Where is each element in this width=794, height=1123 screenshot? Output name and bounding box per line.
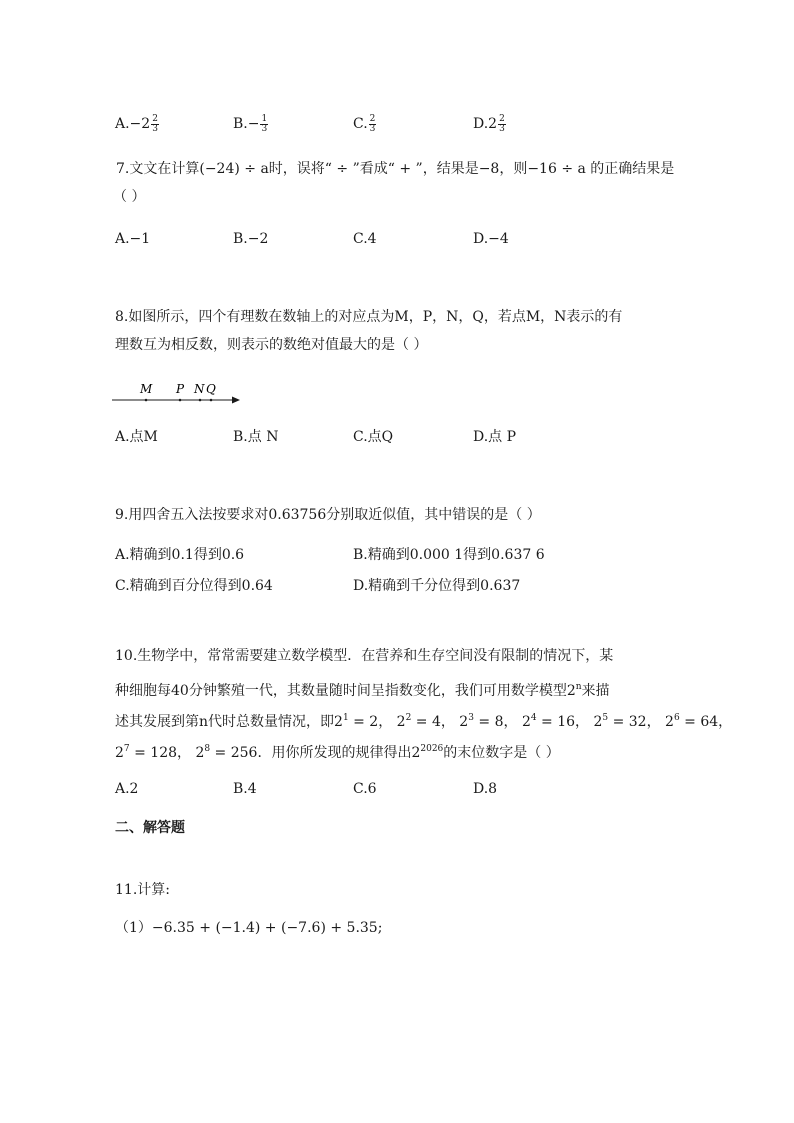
- number-line-figure: [112, 380, 252, 410]
- q10-stem-line4: $2^7 = 128$， $2^8 = 256$．用你所发现的规律得出$2^{2026}$的末位数字是（ ）: [115, 744, 560, 761]
- q7-stem-line2: （ ）: [113, 189, 146, 205]
- q8-option-a: A.点M: [115, 429, 158, 445]
- point-p-dot: [179, 399, 182, 402]
- point-n-dot: [199, 399, 202, 402]
- q10-stem-line3: 述其发展到第n代时总数量情况，即$2^1 = 2$， $2^2 = 4$， $2^3 = 8$， $2^4 = 16$， $2^5 = 32$， $2^6 = 64$，: [115, 713, 733, 730]
- q10-option-b: B.4: [233, 781, 257, 797]
- q10-option-d: D.8: [473, 781, 498, 797]
- q6-option-d-prefix: D.2: [473, 116, 498, 132]
- q11-title: 11.计算:: [115, 882, 170, 898]
- q10-stem-line2: 种细胞每40分钟繁殖一代，其数量随时间呈指数变化，我们可用数学模型2$^n$来描: [115, 682, 610, 699]
- q8-option-c: C.点Q: [353, 429, 394, 445]
- q7-option-b: B.−2: [233, 231, 269, 247]
- number-line-arrow-icon: [232, 397, 240, 404]
- point-n-label: N: [194, 382, 205, 396]
- q8-option-b: B.点 N: [233, 429, 279, 445]
- point-q-dot: [210, 399, 213, 402]
- q6-option-b: [233, 114, 269, 134]
- q6-option-c-prefix: C.: [353, 116, 368, 132]
- q8-stem-line1: 8.如图所示，四个有理数在数轴上的对应点为M，P，N，Q，若点M，N表示的有: [115, 309, 623, 325]
- q6-option-b-prefix: B.−: [233, 116, 260, 132]
- q9-option-c: C.精确到百分位得到0.64: [115, 578, 273, 594]
- q7-option-a: A.−1: [115, 231, 151, 247]
- q6-option-d: [473, 114, 507, 134]
- q6-option-c-fraction: $\frac{2}{3}$: [369, 113, 376, 134]
- q9-option-b: B.精确到0.000 1得到0.637 6: [353, 547, 545, 563]
- point-m-label: M: [140, 382, 153, 396]
- q6-option-b-fraction: $\frac{1}{3}$: [261, 113, 268, 134]
- q7-option-c: C.4: [353, 231, 377, 247]
- q10-stem-line1: 10.生物学中，常常需要建立数学模型．在营养和生存空间没有限制的情况下，某: [115, 648, 614, 664]
- point-q-label: Q: [206, 382, 216, 396]
- point-m-dot: [145, 399, 148, 402]
- q10-option-c: C.6: [353, 781, 377, 797]
- q7-option-d: D.−4: [473, 231, 509, 247]
- q11-part1: （1）−6.35 + (−1.4) + (−7.6) + 5.35;: [115, 920, 383, 936]
- q7-stem-line1: 7.文文在计算(−24) ÷ a时，误将“ ÷ ”看成“ + ”，结果是−8，则−16 ÷ a 的正确结果是: [116, 161, 675, 177]
- q10-option-a: A.2: [115, 781, 139, 797]
- section-heading: 二、解答题: [115, 820, 185, 836]
- q6-option-c: [353, 114, 377, 134]
- q6-option-a-prefix: A.−2: [115, 116, 151, 132]
- q9-stem: 9.用四舍五入法按要求对0.63756分别取近似值，其中错误的是（ ）: [115, 507, 541, 523]
- q8-stem-line2: 理数互为相反数，则表示的数绝对值最大的是（ ）: [115, 337, 428, 353]
- q6-option-a: [115, 114, 160, 134]
- q8-option-d: D.点 P: [473, 429, 517, 445]
- q6-option-d-fraction: $\frac{2}{3}$: [499, 113, 505, 134]
- q6-option-a-fraction: $\frac{2}{3}$: [152, 113, 158, 134]
- q9-option-a: A.精确到0.1得到0.6: [115, 547, 245, 563]
- q9-option-d: D.精确到千分位得到0.637: [353, 578, 521, 594]
- point-p-label: P: [176, 382, 185, 396]
